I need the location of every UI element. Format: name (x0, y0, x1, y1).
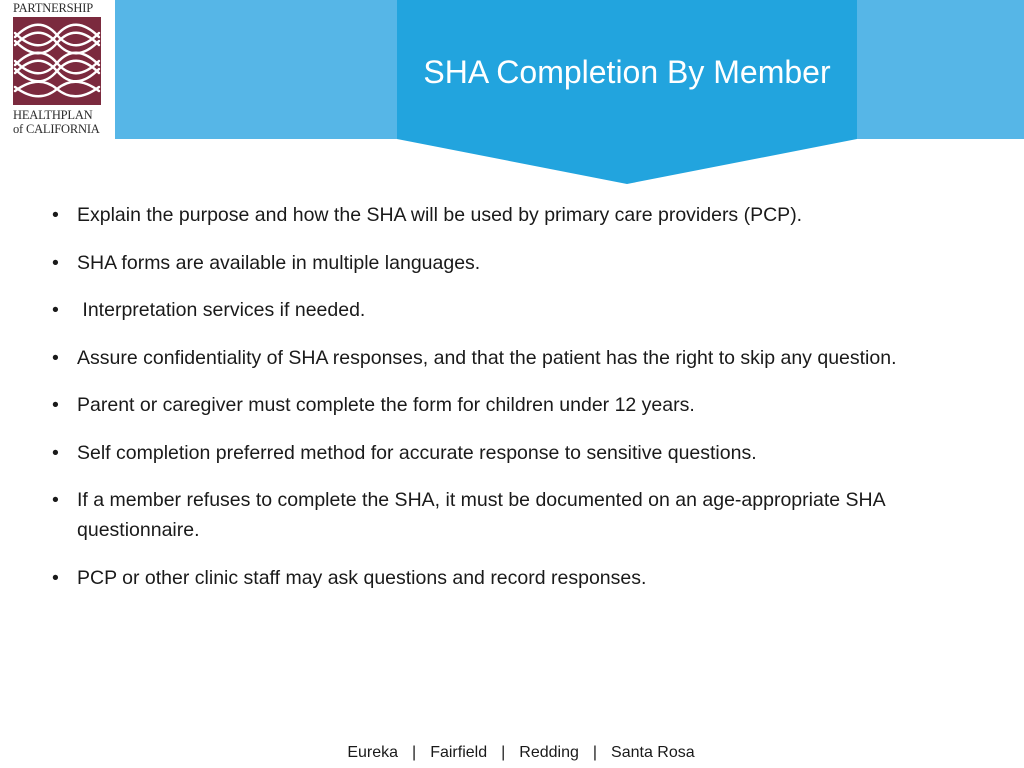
bullet-item (48, 438, 928, 468)
logo-text-healthplan (13, 108, 100, 136)
footer-location-eureka: Eureka (347, 744, 399, 761)
bullet-text: Explain the purpose and how the SHA will be used by primary care providers (PCP). (77, 204, 803, 226)
bullet-text: SHA forms are available in multiple languages. (77, 251, 481, 274)
bullet-dot: • (52, 204, 59, 226)
logo-text-partnership: PARTNERSHIP (13, 1, 93, 15)
bullet-item (48, 563, 928, 593)
bullet-item (48, 248, 928, 278)
footer-location-santa-rosa: Santa Rosa (611, 744, 695, 761)
bullet-text: If a member refuses to complete the SHA, it must be documented on an age-appropriate SHA questionnaire. (77, 489, 885, 541)
bullet-item (48, 343, 928, 373)
logo-text-line-healthplan: HEALTHPLAN (13, 108, 93, 122)
bullet-list (48, 200, 928, 610)
header-arrow-shape (0, 0, 1024, 190)
bullet-dot: • (52, 489, 59, 511)
bullet-dot: • (52, 441, 59, 464)
bullet-text: Interpretation services if needed. (77, 299, 366, 321)
bullet-dot: • (52, 566, 59, 589)
bullet-text: PCP or other clinic staff may ask questions and record responses. (77, 566, 647, 589)
footer-location-fairfield: Fairfield (430, 744, 488, 761)
bullet-item (48, 485, 928, 545)
bullet-dot: • (52, 346, 59, 369)
bullet-item (48, 390, 928, 420)
logo-text-line-california: of CALIFORNIA (13, 122, 100, 136)
bullet-item (48, 295, 928, 325)
bullet-text: Assure confidentiality of SHA responses, and that the patient has the right to skip any question. (77, 346, 897, 369)
partnership-healthplan-logo (0, 0, 115, 139)
footer-separator: | (501, 744, 506, 761)
footer-separator: | (412, 744, 417, 761)
footer-location-redding: Redding (519, 744, 579, 761)
footer-locations (0, 743, 1024, 763)
slide-title: SHA Completion By Member (423, 54, 831, 90)
bullet-dot: • (52, 251, 59, 274)
bullet-dot: • (52, 299, 59, 321)
logo-wave-mark-icon (13, 17, 101, 105)
bullet-item (48, 200, 928, 230)
bullet-dot: • (52, 394, 59, 416)
bullet-text: Parent or caregiver must complete the form for children under 12 years. (77, 394, 695, 416)
bullet-text: Self completion preferred method for accurate response to sensitive questions. (77, 441, 757, 464)
footer-separator: | (592, 744, 598, 761)
logo-mark-square (13, 17, 101, 105)
